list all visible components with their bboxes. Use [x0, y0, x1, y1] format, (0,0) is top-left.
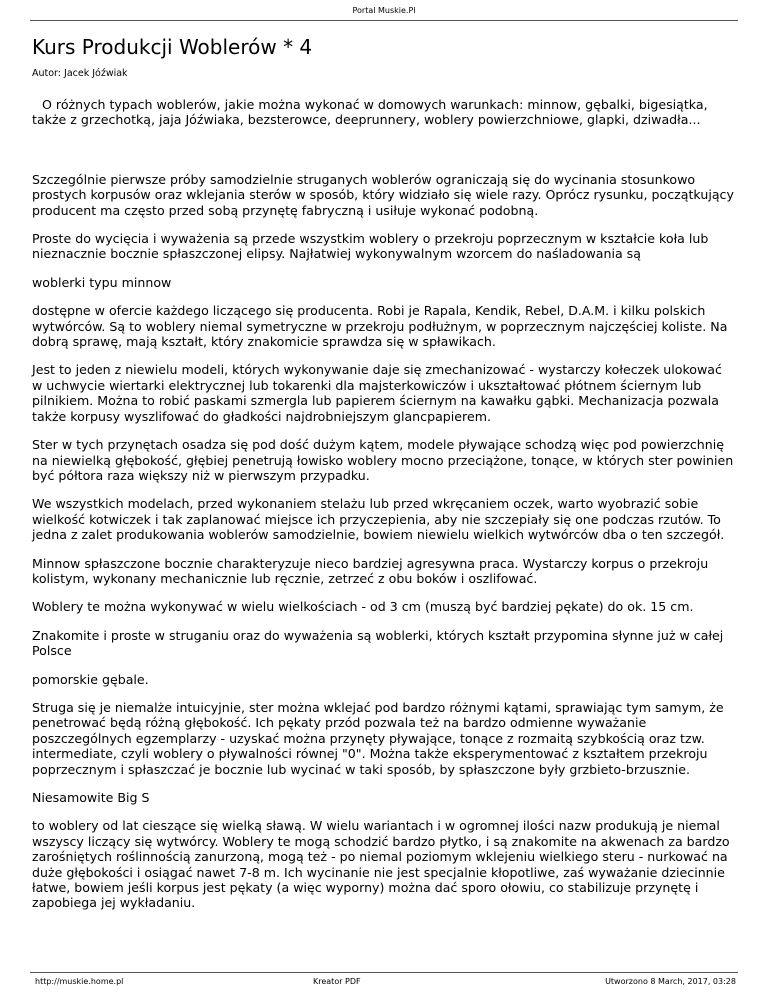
paragraph: Woblery te można wykonywać w wielu wielkościach - od 3 cm (muszą być bardziej pękate) do ok. 15 cm. — [32, 599, 694, 615]
header-divider — [30, 20, 738, 21]
paragraph: to woblery od lat cieszące się wielką sławą. W wielu wariantach i w ogromnej ilości nazw produkują je niemal wszyscy liczący się wytwórcy. Woblery te mogą schodzić bardzo płytko, i są znakomite na akwenach za bardzo zarośniętych roślinnością zanurzoną, mogą też - po niemal poziomym wklejeniu wielkiego steru - nurkować na duże głębokości i osiągać nawet 7-8 m. Ich wycinanie nie jest specjalnie kłopotliwe, zaś wyważanie dziecinnie łatwe, bowiem jeśli korpus jest pękaty (a więc wyporny) można dać sporo ołowiu, co stabilizuje przynętę i zapobiega jej wykładaniu. — [32, 818, 730, 911]
section-lead: pomorskie gębale. — [32, 671, 149, 687]
article-title: Kurs Produkcji Woblerów * 4 — [32, 35, 313, 59]
section-lead: Niesamowite Big S — [32, 790, 150, 805]
intro-paragraph: O różnych typach woblerów, jakie można wykonać w domowych warunkach: minnow, gębalki, bigesiątka, także z grzechotką, jaja Jóźwiaka, bezsterowce, deeprunnery, woblery powierzchniowe, glapki, dziwadła... — [32, 97, 708, 128]
paragraph: Szczególnie pierwsze próby samodzielnie struganych woblerów ograniczają się do wycinania stosunkowo prostych korpusów oraz wklejania sterów w sposób, który widziało się wiele razy. Oprócz rysunku, początkujący producent ma często przed sobą przynętę fabryczną i usiłuje wykonać podobną. — [32, 171, 734, 218]
site-header: Portal Muskie.Pl — [352, 6, 416, 15]
footer-url-link[interactable]: http://muskie.home.pl — [35, 977, 124, 986]
paragraph: Proste do wycięcia i wyważenia są przede wszystkim woblery o przekroju poprzecznym w kształcie koła lub nieznacznie bocznie spłaszczonej elipsy. Najłatwiej wykonywalnym wzorcem do naśladowania są — [32, 231, 709, 262]
paragraph: Znakomite i proste w struganiu oraz do wyważenia są woblerki, których kształt przypomina słynne już w całej Polsce — [32, 627, 724, 659]
paragraph: Ster w tych przynętach osadza się pod dość dużym kątem, modele pływające schodzą więc pod powierzchnię na niewielką głębokość, głębiej penetrują łowisko woblery mocno przeciążone, tonące, w których ster powinien być półtora raza większy niż w pierwszym przypadku. — [32, 437, 734, 483]
paragraph: dostępne w ofercie każdego liczącego się producenta. Robi je Rapala, Kendik, Rebel, D.A.M. i kilku polskich wytwórców. Są to woblery niemal symetryczne w przekroju podłużnym, w poprzecznym najczęściej koliste. Na dobrą sprawę, mają kształt, który znakomicie sprawdza się w spławikach. — [32, 303, 728, 350]
footer-divider — [30, 972, 738, 973]
paragraph: We wszystkich modelach, przed wykonaniem stelażu lub przed wkręcaniem oczek, warto wyobrazić sobie wielkość kotwiczek i tak zaplanować miejsce ich przyczepienia, aby nie szczepiały się one podczas rzutów. To jedna z zalet produkowania woblerów samodzielnie, bowiem niewielu wielkich wytwórców dba o ten szczegół. — [32, 496, 725, 543]
paragraph: Jest to jeden z niewielu modeli, których wykonywanie daje się zmechanizować - wystarczy kołeczek ulokować w uchwycie wiertarki elektrycznej lub tokarenki dla majsterkowiczów i ukształtować płótnem ściernym lub pilnikiem. Można to robić paskami szmergla lub papierem ściernym na kawałku gąbki. Mechanizacja pozwala także korpusy wyszlifować do gładkości najdrobniejszym glancpapierem. — [32, 362, 722, 424]
footer-generator: Kreator PDF — [313, 977, 361, 986]
article-author: Autor: Jacek Jóźwiak — [32, 68, 128, 79]
article-body — [32, 97, 736, 924]
section-lead: woblerki typu minnow — [32, 274, 172, 290]
paragraph: Struga się je niemalże intuicyjnie, ster można wklejać pod bardzo różnymi kątami, sprawiając tym samym, że penetrować będą różną głębokość. Ich pękaty przód pozwala też na bardzo odmienne wyważanie poszczególnych egzemplarzy - uzyskać można przynęty pływające, tonące z rozmaitą szybkością oraz tzw. intermediate, czyli woblery o pływalności równej "0". Można także eksperymentować z kształtem przekroju poprzecznym i spłaszczać je bocznie lub wycinać w taki sposób, by spłaszczone były grzbieto-brzusznie. — [32, 699, 724, 777]
paragraph: Minnow spłaszczone bocznie charakteryzuje nieco bardziej agresywna praca. Wystarczy korpus o przekroju kolistym, wykonany mechanicznie lub ręcznie, zetrzeć z obu boków i oszlifować. — [32, 555, 709, 586]
footer-created-date: Utworzono 8 March, 2017, 03:28 — [605, 977, 736, 986]
